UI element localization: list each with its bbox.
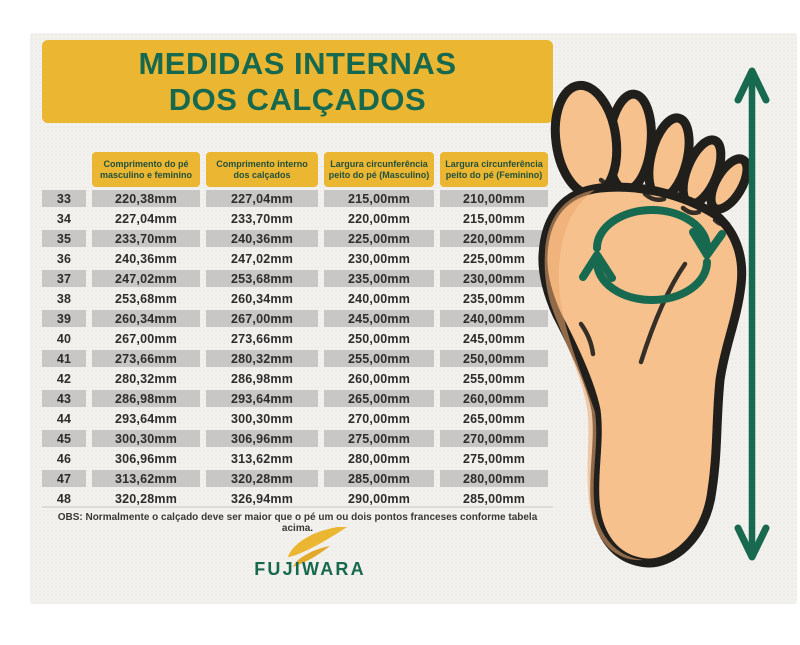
size-cell: 36: [56, 251, 72, 266]
value-cell: 313,62mm: [92, 470, 200, 487]
value-cell: 285,00mm: [462, 491, 526, 506]
column-header-4: Largura circunferência peito do pé (Feminino): [440, 152, 548, 187]
value-cell: 280,32mm: [114, 371, 178, 386]
value-cell: 215,00mm: [462, 211, 526, 226]
value-cell: 250,00mm: [347, 331, 411, 346]
value-cell: 220,00mm: [347, 211, 411, 226]
value-cell: 275,00mm: [324, 430, 434, 447]
value-cell: 240,36mm: [206, 230, 318, 247]
value-cell: 293,64mm: [206, 390, 318, 407]
size-cell: 33: [42, 190, 86, 207]
value-cell: 240,00mm: [347, 291, 411, 306]
value-cell: 280,32mm: [206, 350, 318, 367]
size-cell: 40: [56, 331, 72, 346]
value-cell: 326,94mm: [230, 491, 294, 506]
value-cell: 320,28mm: [114, 491, 178, 506]
column-header-3: Largura circunferência peito do pé (Masculino): [324, 152, 434, 187]
size-cell: 39: [42, 310, 86, 327]
value-cell: 320,28mm: [206, 470, 318, 487]
note-text: OBS: Normalmente o calçado deve ser maior que o pé um ou dois pontos franceses conforme tabela acima.: [57, 512, 538, 534]
value-cell: 253,68mm: [206, 270, 318, 287]
brand-name: FUJIWARA: [254, 559, 366, 579]
value-cell: 233,70mm: [230, 211, 294, 226]
size-cell: 37: [42, 270, 86, 287]
size-table: [42, 152, 548, 507]
value-cell: 270,00mm: [440, 430, 548, 447]
value-cell: 260,34mm: [92, 310, 200, 327]
value-cell: 273,66mm: [92, 350, 200, 367]
value-cell: 235,00mm: [462, 291, 526, 306]
value-cell: 280,00mm: [440, 470, 548, 487]
value-cell: 247,02mm: [92, 270, 200, 287]
value-cell: 255,00mm: [324, 350, 434, 367]
size-cell: 42: [56, 371, 72, 386]
value-cell: 280,00mm: [347, 451, 411, 466]
length-measure-arrow-icon: [728, 60, 780, 572]
value-cell: 247,02mm: [230, 251, 294, 266]
value-cell: 313,62mm: [230, 451, 294, 466]
value-cell: 220,00mm: [440, 230, 548, 247]
size-cell: 48: [56, 491, 72, 506]
value-cell: 286,98mm: [230, 371, 294, 386]
value-cell: 265,00mm: [462, 411, 526, 426]
value-cell: 233,70mm: [92, 230, 200, 247]
value-cell: 275,00mm: [462, 451, 526, 466]
value-cell: 225,00mm: [324, 230, 434, 247]
column-header-1: Comprimento do pé masculino e feminino: [92, 152, 200, 187]
value-cell: 220,38mm: [92, 190, 200, 207]
value-cell: 225,00mm: [462, 251, 526, 266]
value-cell: 215,00mm: [324, 190, 434, 207]
value-cell: 300,30mm: [92, 430, 200, 447]
value-cell: 227,04mm: [114, 211, 178, 226]
value-cell: 306,96mm: [114, 451, 178, 466]
value-cell: 240,00mm: [440, 310, 548, 327]
size-cell: 43: [42, 390, 86, 407]
value-cell: 290,00mm: [347, 491, 411, 506]
table-corner-spacer: [42, 152, 86, 187]
value-cell: 273,66mm: [230, 331, 294, 346]
value-cell: 270,00mm: [347, 411, 411, 426]
value-cell: 245,00mm: [324, 310, 434, 327]
value-cell: 255,00mm: [462, 371, 526, 386]
value-cell: 240,36mm: [114, 251, 178, 266]
title-line2: DOS CALÇADOS: [168, 81, 427, 117]
size-cell: 41: [42, 350, 86, 367]
column-header-2: Comprimento interno dos calçados: [206, 152, 318, 187]
divider: [42, 506, 553, 508]
value-cell: 293,64mm: [114, 411, 178, 426]
size-cell: 44: [56, 411, 72, 426]
size-cell: 45: [42, 430, 86, 447]
value-cell: 260,00mm: [440, 390, 548, 407]
value-cell: 267,00mm: [206, 310, 318, 327]
value-cell: 265,00mm: [324, 390, 434, 407]
value-cell: 267,00mm: [114, 331, 178, 346]
value-cell: 285,00mm: [324, 470, 434, 487]
value-cell: 260,34mm: [230, 291, 294, 306]
value-cell: 235,00mm: [324, 270, 434, 287]
size-cell: 34: [56, 211, 72, 226]
value-cell: 230,00mm: [347, 251, 411, 266]
value-cell: 250,00mm: [440, 350, 548, 367]
size-cell: 46: [56, 451, 72, 466]
value-cell: 286,98mm: [92, 390, 200, 407]
value-cell: 245,00mm: [462, 331, 526, 346]
value-cell: 260,00mm: [347, 371, 411, 386]
value-cell: 227,04mm: [206, 190, 318, 207]
title-banner: [42, 40, 553, 123]
title-line1: MEDIDAS INTERNAS: [138, 45, 457, 81]
value-cell: 253,68mm: [114, 291, 178, 306]
size-cell: 47: [42, 470, 86, 487]
value-cell: 230,00mm: [440, 270, 548, 287]
value-cell: 210,00mm: [440, 190, 548, 207]
size-cell: 38: [56, 291, 72, 306]
size-cell: 35: [42, 230, 86, 247]
value-cell: 306,96mm: [206, 430, 318, 447]
value-cell: 300,30mm: [230, 411, 294, 426]
